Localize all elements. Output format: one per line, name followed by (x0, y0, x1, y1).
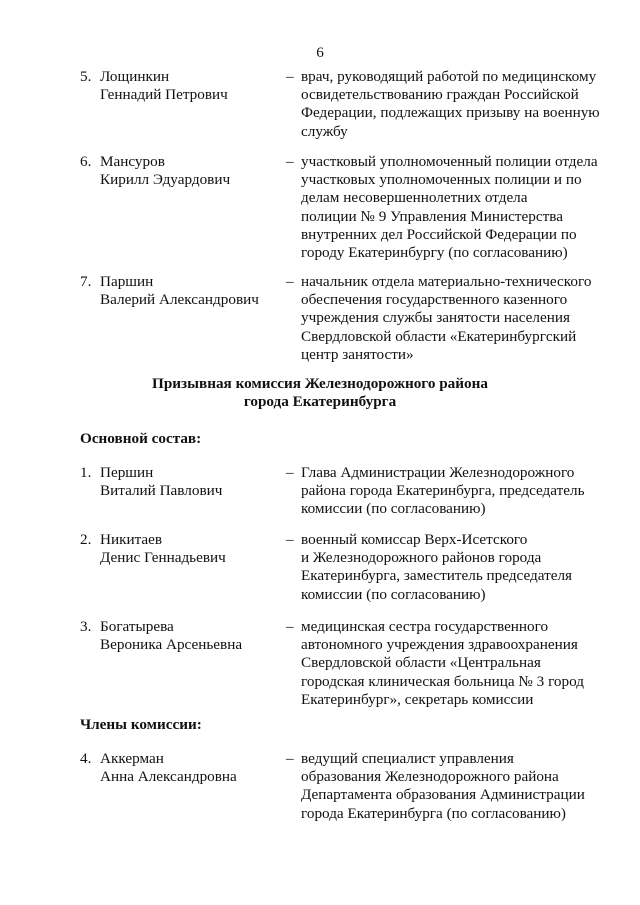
description-line: освидетельствованию граждан Российской (301, 86, 579, 104)
entry-number: 4. (80, 750, 92, 767)
description-line: Свердловской области «Екатеринбургский (301, 327, 577, 345)
description-line: полиции № 9 Управления Министерства (301, 207, 563, 225)
commission-heading (0, 375, 640, 411)
members-label: Члены комиссии: (80, 716, 202, 733)
entry-description (301, 273, 601, 364)
description-line: Свердловской области «Центральная (301, 654, 541, 672)
entry-description (301, 531, 601, 604)
entry-description (301, 750, 601, 823)
description-line: центр занятости» (301, 345, 414, 363)
description-line: ведущий специалист управления (301, 750, 514, 767)
description-line: и Железнодорожного районов города (301, 549, 542, 567)
entry-number: 3. (80, 618, 92, 635)
description-line: комиссии (по согласованию) (301, 500, 486, 518)
description-line: комиссии (по согласованию) (301, 585, 486, 603)
description-line: делам несовершеннолетних отдела (301, 189, 528, 207)
description-line: автономного учреждения здравоохранения (301, 636, 578, 654)
entry-name (100, 464, 280, 500)
entry-given-names: Вероника Арсеньевна (100, 636, 243, 654)
entry-surname: Паршин (100, 273, 154, 290)
entry-dash: – (286, 464, 294, 481)
description-line: участковых уполномоченных полиции и по (301, 171, 582, 189)
description-line: городская клиническая больница № 3 город (301, 672, 584, 690)
entry-name (100, 153, 280, 189)
entry-name (100, 618, 280, 654)
entry-surname: Лощинкин (100, 68, 170, 85)
description-line: учреждения службы занятости населения (301, 309, 570, 327)
entry-surname: Мансуров (100, 153, 165, 170)
entry-dash: – (286, 531, 294, 548)
entry-description (301, 618, 601, 709)
description-line: Екатеринбурга, заместитель председателя (301, 567, 573, 585)
entry-given-names: Валерий Александрович (100, 291, 259, 309)
main-staff-label: Основной состав: (80, 430, 202, 447)
entry-description (301, 464, 601, 519)
entry-dash: – (286, 273, 294, 290)
entry-name (100, 68, 280, 104)
entry-dash: – (286, 68, 294, 85)
description-line: Федерации, подлежащих призыву на военную (301, 104, 600, 122)
entry-surname: Аккерман (100, 750, 164, 767)
commission-heading-line: Призывная комиссия Железнодорожного района (152, 375, 488, 392)
description-line: района города Екатеринбурга, председатель (301, 482, 585, 500)
description-line: службу (301, 122, 348, 140)
entry-description (301, 153, 601, 262)
entry-number: 5. (80, 68, 92, 85)
entry-given-names: Денис Геннадьевич (100, 549, 226, 567)
entry-number: 2. (80, 531, 92, 548)
description-line: участковый уполномоченный полиции отдела (301, 153, 598, 170)
description-line: военный комиссар Верх-Исетского (301, 531, 528, 548)
description-line: внутренних дел Российской Федерации по (301, 225, 577, 243)
entry-given-names: Кирилл Эдуардович (100, 171, 231, 189)
description-line: врач, руководящий работой по медицинскому (301, 68, 597, 85)
entry-number: 1. (80, 464, 92, 481)
description-line: Екатеринбург», секретарь комиссии (301, 690, 534, 708)
entry-surname: Першин (100, 464, 154, 481)
entry-given-names: Виталий Павлович (100, 482, 223, 500)
entry-name (100, 750, 280, 786)
entry-dash: – (286, 750, 294, 767)
entry-number: 7. (80, 273, 92, 290)
entry-name (100, 273, 280, 309)
entry-given-names: Геннадий Петрович (100, 86, 228, 104)
page-number: 6 (316, 44, 324, 61)
description-line: начальник отдела материально-технического (301, 273, 592, 290)
entry-surname: Никитаев (100, 531, 163, 548)
commission-heading-line: города Екатеринбурга (243, 393, 397, 411)
description-line: образования Железнодорожного района (301, 768, 559, 786)
entry-description (301, 68, 601, 141)
entry-name (100, 531, 280, 567)
description-line: Департамента образования Администрации (301, 786, 585, 804)
description-line: города Екатеринбурга (по согласованию) (301, 804, 566, 822)
description-line: обеспечения государственного казенного (301, 291, 568, 309)
entry-dash: – (286, 618, 294, 635)
description-line: медицинская сестра государственного (301, 618, 549, 635)
entry-surname: Богатырева (100, 618, 174, 635)
entry-number: 6. (80, 153, 92, 170)
entry-dash: – (286, 153, 294, 170)
description-line: городу Екатеринбургу (по согласованию) (301, 244, 568, 262)
entry-given-names: Анна Александровна (100, 768, 237, 786)
description-line: Глава Администрации Железнодорожного (301, 464, 575, 481)
